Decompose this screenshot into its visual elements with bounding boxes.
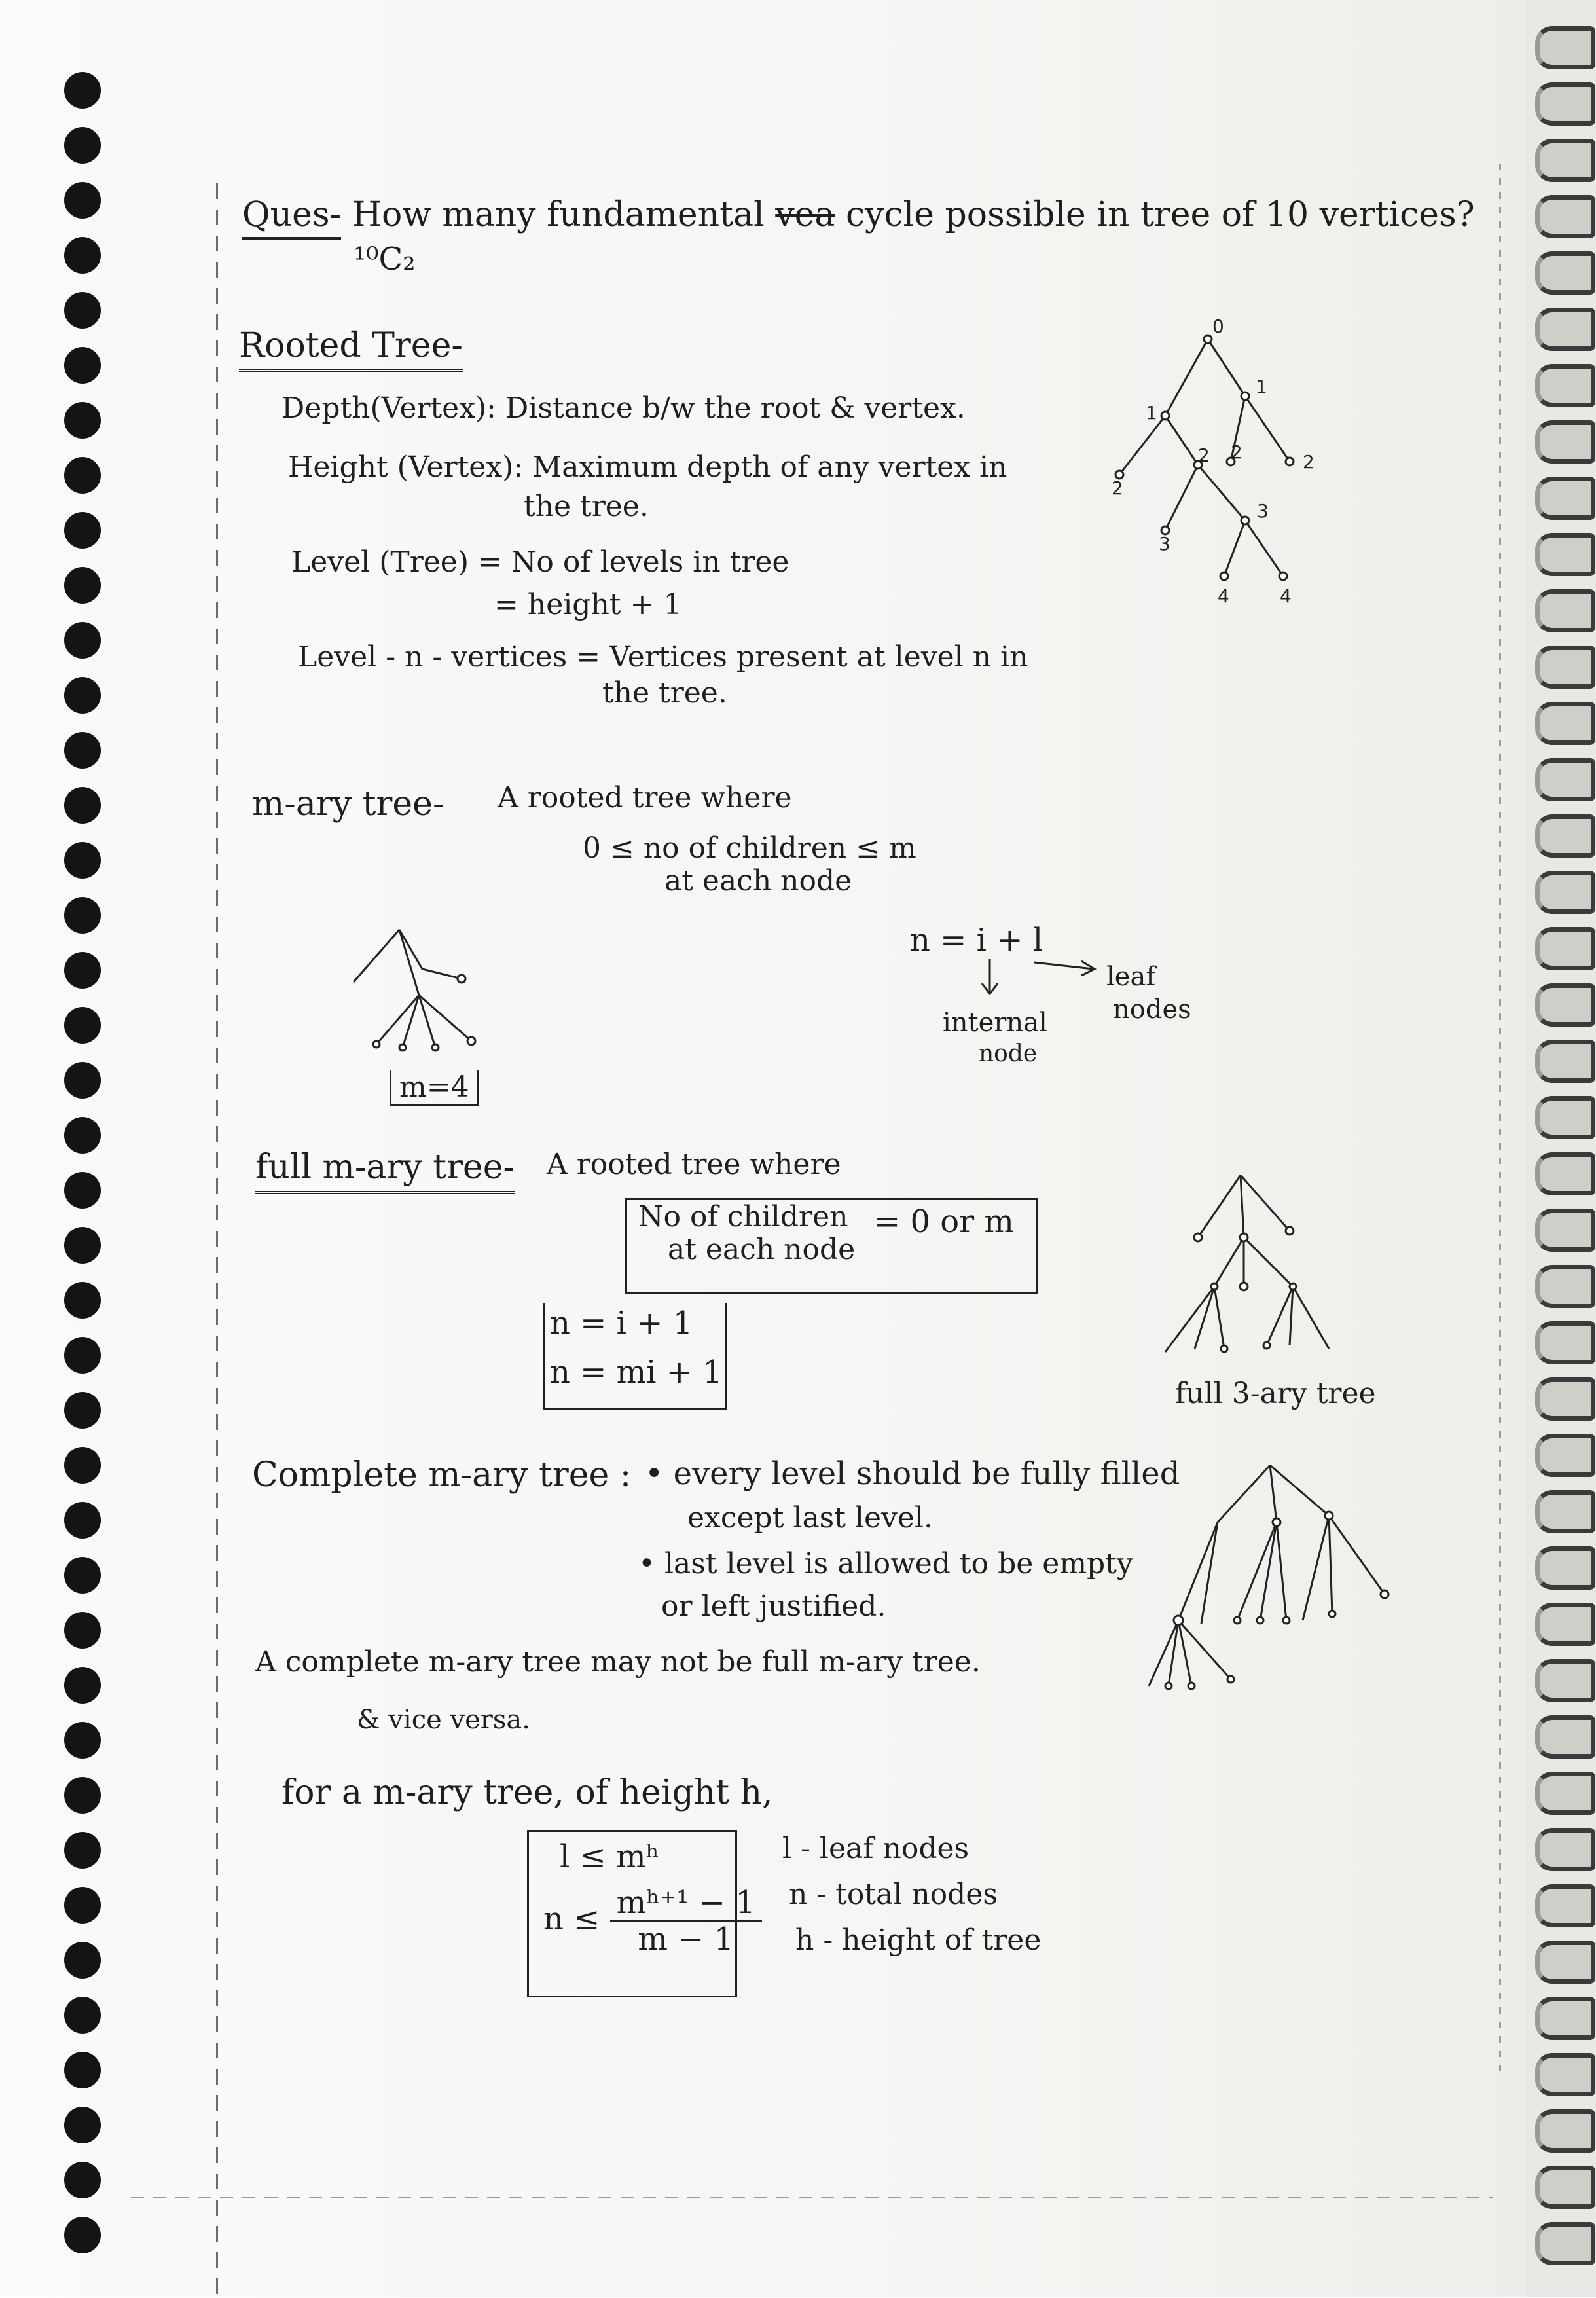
complete-note-2: & vice versa.	[357, 1705, 530, 1735]
full-formula-2: n = mi + 1	[550, 1354, 723, 1391]
level-n-def-1: Vertices present at level n in	[609, 640, 1028, 674]
spiral-coil	[1535, 646, 1595, 689]
bound-denominator: m − 1	[638, 1920, 735, 1958]
bullet-2a-text: last level is allowed to be empty	[664, 1547, 1133, 1580]
mary-def-1: A rooted tree where	[498, 781, 792, 814]
binder-hole	[64, 1117, 101, 1154]
binder-hole	[64, 1062, 101, 1099]
spiral-coil	[1535, 251, 1595, 295]
tree-depth-label: 1	[1256, 376, 1267, 397]
complete-bullet-1a: • every level should be fully filled	[645, 1455, 1180, 1492]
mary-fig-label: m=4	[390, 1070, 479, 1106]
depth-term: Depth(Vertex):	[281, 392, 497, 425]
question-answer: ¹⁰C₂	[354, 241, 416, 278]
mary-tree-heading	[252, 786, 444, 823]
bound-fraction	[610, 1886, 762, 1957]
depth-definition	[281, 393, 966, 424]
question-label: Ques-	[242, 195, 341, 240]
legend-total: n - total nodes	[789, 1878, 998, 1911]
rooted-tree-heading-text: Rooted Tree-	[239, 326, 463, 372]
spiral-coil	[1535, 1546, 1595, 1590]
rooted-tree-heading	[239, 327, 463, 365]
binder-hole	[64, 952, 101, 989]
level-n-term: Level - n - vertices =	[298, 640, 601, 674]
full-box-2: at each node	[668, 1233, 856, 1266]
binder-hole	[64, 1557, 101, 1594]
tree-depth-label: 1	[1146, 402, 1157, 424]
spiral-coil	[1535, 1603, 1595, 1646]
level-definition	[291, 547, 789, 578]
binder-hole	[64, 1997, 101, 2034]
tree-depth-label: 4	[1280, 585, 1292, 607]
binder-hole	[64, 732, 101, 769]
binder-hole	[64, 1282, 101, 1319]
binder-hole	[64, 677, 101, 714]
binder-hole	[64, 1667, 101, 1704]
binder-hole	[64, 72, 101, 109]
arrow-leaf-label: leaf	[1106, 962, 1156, 992]
tree-depth-label: 2	[1231, 441, 1242, 463]
arrow-internal-label-2: node	[979, 1040, 1038, 1067]
binder-hole	[64, 1777, 101, 1814]
spiral-coil	[1535, 139, 1595, 182]
binder-hole	[64, 1227, 101, 1264]
binder-hole	[64, 897, 101, 934]
depth-def: Distance b/w the root & vertex.	[505, 392, 966, 425]
level-def-2: = height + 1	[494, 588, 682, 621]
binder-hole	[64, 1832, 101, 1869]
binder-hole	[64, 1942, 101, 1979]
spiral-coil	[1535, 2222, 1595, 2265]
spiral-coil	[1535, 477, 1595, 520]
spiral-coil	[1535, 1659, 1595, 1702]
mary-tree-diagram	[340, 923, 498, 1074]
question-line	[242, 196, 1475, 234]
complete-note-1: A complete m-ary tree may not be full m-ary tree.	[255, 1645, 981, 1679]
arrow-internal-label: internal	[943, 1008, 1047, 1038]
spiral-coil	[1535, 871, 1595, 914]
spiral-coil	[1535, 195, 1595, 238]
spiral-coil	[1535, 1377, 1595, 1421]
tree-depth-label: 0	[1212, 316, 1224, 337]
legend-leaf: l - leaf nodes	[782, 1832, 970, 1865]
binder-hole	[64, 2162, 101, 2198]
spiral-coil	[1535, 1772, 1595, 1815]
spiral-coil	[1535, 927, 1595, 970]
tree-depth-label: 2	[1198, 445, 1210, 466]
level-n-def-2: the tree.	[602, 676, 727, 710]
binder-hole	[64, 2107, 101, 2143]
spiral-coil	[1535, 308, 1595, 351]
spiral-coil	[1535, 2109, 1595, 2153]
binder-hole	[64, 787, 101, 824]
mary-def-2: 0 ≤ no of children ≤ m	[583, 831, 916, 865]
spiral-coil	[1535, 983, 1595, 1027]
spiral-coil	[1535, 2166, 1595, 2209]
spiral-coil	[1535, 533, 1595, 576]
binder-hole	[64, 457, 101, 494]
complete-bullet-2b: or left justified.	[661, 1590, 886, 1623]
spiral-binding	[1525, 0, 1596, 2297]
binder-hole	[64, 402, 101, 439]
mary-def-3: at each node	[664, 864, 852, 898]
tree-depth-label: 2	[1112, 477, 1123, 499]
binder-hole	[64, 1172, 101, 1209]
bound-leaf: l ≤ mʰ	[560, 1838, 660, 1875]
height-term: Height (Vertex):	[288, 450, 524, 484]
binder-hole	[64, 567, 101, 604]
level-term: Level (Tree) =	[291, 545, 502, 579]
spiral-coil	[1535, 364, 1595, 407]
spiral-coil	[1535, 1209, 1595, 1252]
spiral-coil	[1535, 82, 1595, 126]
spiral-coil	[1535, 2053, 1595, 2096]
spiral-coil	[1535, 814, 1595, 858]
bound-total-lhs: n ≤	[543, 1900, 600, 1937]
tree-depth-label: 2	[1303, 451, 1315, 473]
spiral-coil	[1535, 758, 1595, 801]
spiral-coil	[1535, 420, 1595, 464]
binder-hole	[64, 347, 101, 384]
spiral-coil	[1535, 26, 1595, 69]
binder-hole	[64, 1612, 101, 1649]
full-box-1: No of children	[638, 1200, 848, 1233]
spiral-coil	[1535, 1490, 1595, 1533]
binder-hole	[64, 1007, 101, 1044]
full-fig-label: full 3-ary tree	[1175, 1377, 1376, 1410]
binder-hole	[64, 1887, 101, 1924]
spiral-coil	[1535, 1321, 1595, 1364]
bound-total	[543, 1886, 762, 1957]
full-def-1: A rooted tree where	[547, 1148, 841, 1181]
binder-hole	[64, 127, 101, 164]
binder-hole	[64, 1447, 101, 1484]
binder-hole	[64, 292, 101, 329]
struck-word: vea	[775, 195, 835, 234]
binder-hole	[64, 1392, 101, 1429]
spiral-coil	[1535, 1096, 1595, 1139]
spiral-coil	[1535, 1884, 1595, 1927]
full-tree-heading	[255, 1149, 515, 1186]
bound-numerator: mʰ⁺¹ − 1	[610, 1886, 762, 1922]
binder-hole	[64, 237, 101, 274]
spiral-coil	[1535, 1715, 1595, 1759]
binder-hole	[64, 2052, 101, 2088]
binder-hole	[64, 512, 101, 549]
height-def-1: Maximum depth of any vertex in	[532, 450, 1007, 484]
complete-bullet-2a: • last level is allowed to be empty	[638, 1547, 1133, 1580]
spiral-coil	[1535, 1265, 1595, 1308]
height-def-2: the tree.	[524, 490, 649, 523]
formula-arrows	[916, 956, 1113, 1008]
tree-depth-label: 3	[1159, 533, 1170, 555]
full-tree-heading-text: full m-ary tree-	[255, 1148, 515, 1194]
question-text: How many fundamental	[352, 195, 765, 234]
binder-holes	[0, 0, 170, 2297]
arrow-leaf-label-2: nodes	[1113, 994, 1191, 1025]
binder-hole	[64, 1502, 101, 1539]
complete-tree-diagram	[1139, 1460, 1401, 1709]
level-n-definition	[298, 642, 1028, 673]
mary-tree-heading-text: m-ary tree-	[252, 784, 444, 830]
binder-hole	[64, 842, 101, 879]
spiral-coil	[1535, 1152, 1595, 1195]
tree-depth-label: 4	[1218, 585, 1229, 607]
mary-formula: n = i + l	[910, 922, 1043, 958]
height-bounds-intro: for a m-ary tree, of height h,	[281, 1773, 773, 1812]
margin-line	[216, 183, 218, 2298]
spiral-coil	[1535, 702, 1595, 745]
binder-hole	[64, 182, 101, 219]
full-formula-1: n = i + 1	[550, 1305, 693, 1341]
spiral-coil	[1535, 1434, 1595, 1477]
right-margin-line	[1499, 164, 1501, 2075]
full-3ary-tree-diagram	[1152, 1172, 1349, 1368]
level-def-1: No of levels in tree	[511, 545, 789, 579]
binder-hole	[64, 2217, 101, 2253]
tree-depth-label: 3	[1257, 500, 1269, 522]
binder-hole	[64, 1337, 101, 1374]
question-text-2: cycle possible in tree of 10 vertices?	[845, 195, 1475, 234]
full-box-3: = 0 or m	[874, 1203, 1014, 1240]
binder-hole	[64, 622, 101, 659]
spiral-coil	[1535, 1941, 1595, 1984]
complete-tree-heading	[252, 1457, 631, 1494]
binder-hole	[64, 1722, 101, 1759]
spiral-coil	[1535, 1040, 1595, 1083]
height-definition	[288, 452, 1007, 483]
legend-height: h - height of tree	[795, 1924, 1042, 1957]
spiral-coil	[1535, 1828, 1595, 1871]
spiral-coil	[1535, 1997, 1595, 2040]
complete-bullet-1b: except last level.	[687, 1501, 933, 1535]
bottom-rule	[131, 2197, 1493, 2198]
spiral-coil	[1535, 589, 1595, 632]
rooted-tree-diagram	[1100, 316, 1335, 622]
complete-tree-heading-text: Complete m-ary tree :	[252, 1455, 631, 1501]
bullet-1a-text: every level should be fully filled	[673, 1455, 1180, 1492]
